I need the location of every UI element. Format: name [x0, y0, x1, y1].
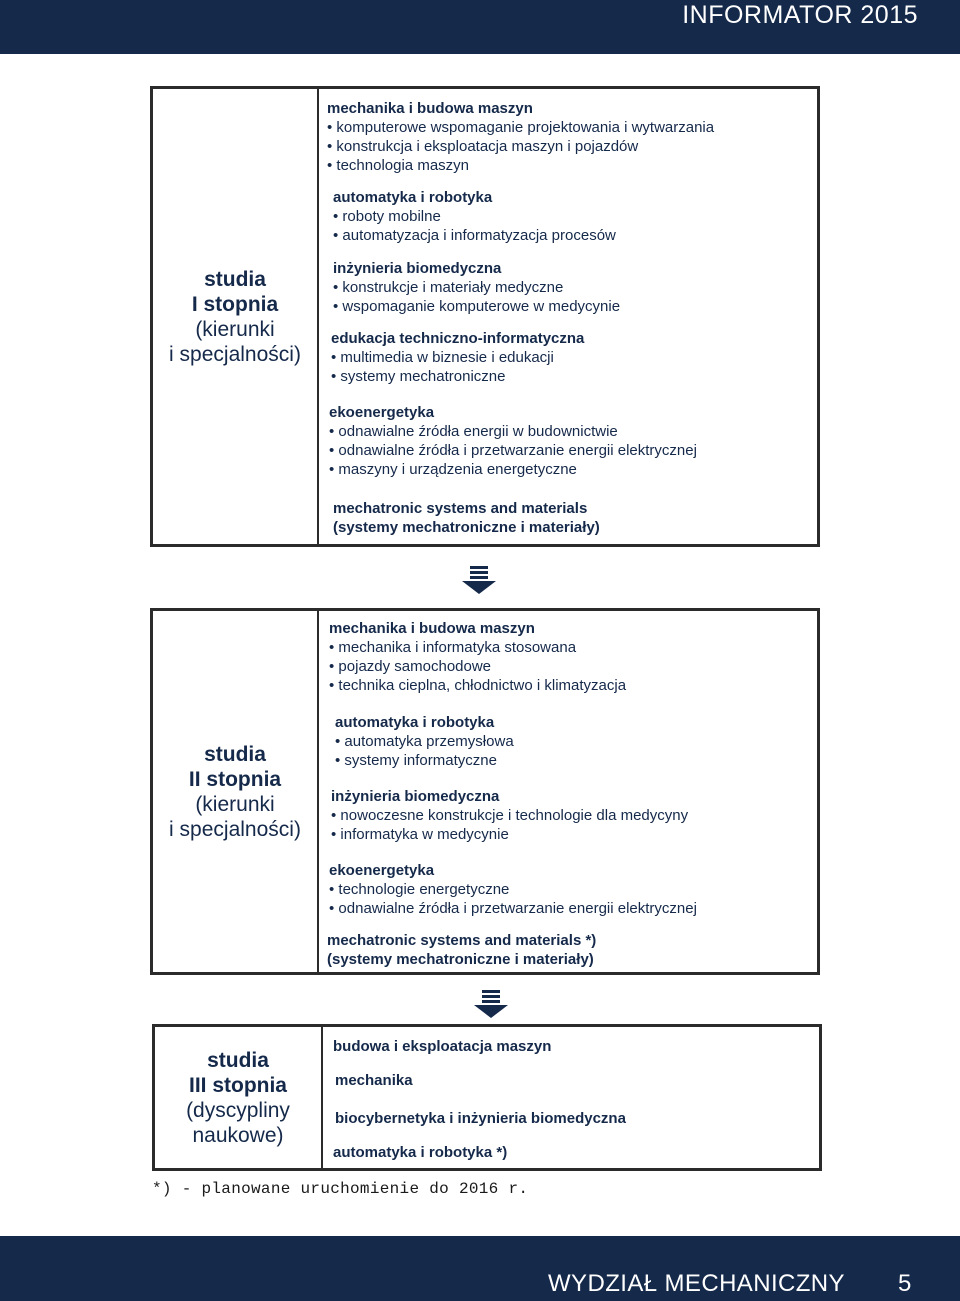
level-label-line: studia [204, 742, 266, 766]
level-1-block [150, 86, 820, 547]
level-label-line: (dyscypliny [186, 1098, 290, 1122]
discipline-title: mechanika [335, 1072, 413, 1089]
discipline-item [333, 1143, 507, 1162]
specialty-item: • automatyka przemysłowa [335, 732, 514, 751]
specialty-item: • odnawialne źródła energii w budownictwie [329, 422, 697, 441]
program-group [327, 931, 596, 969]
specialty-item: • technologia maszyn [327, 156, 714, 175]
program-title: inżynieria biomedyczna [333, 260, 502, 277]
discipline-item [333, 1037, 551, 1056]
level-2-content [319, 611, 817, 972]
level-label-line: II stopnia [188, 767, 282, 791]
specialty-item: • odnawialne źródła i przetwarzanie energii elektrycznej [329, 441, 697, 460]
discipline-item [335, 1071, 413, 1090]
specialty-item: • roboty mobilne [333, 207, 616, 226]
level-label-line: i specjalności) [169, 817, 301, 841]
level-label-line: (kierunki [195, 792, 275, 816]
level-label-line: studia [204, 267, 266, 291]
specialty-item: • mechanika i informatyka stosowana [329, 638, 626, 657]
footer-bar [0, 1236, 960, 1301]
program-group [329, 403, 697, 479]
level-1-content [319, 89, 817, 544]
level-label-line: III stopnia [188, 1073, 287, 1097]
discipline-title: biocybernetyka i inżynieria biomedyczna [335, 1110, 626, 1127]
level-1-label [153, 89, 317, 544]
discipline-title: automatyka i robotyka *) [333, 1144, 508, 1161]
level-label-line: i specjalności) [169, 342, 301, 366]
program-title: edukacja techniczno-informatyczna [331, 330, 585, 347]
arrow-down-icon [462, 566, 496, 594]
arrow-down-icon [474, 990, 508, 1018]
specialty-item: • wspomaganie komputerowe w medycynie [333, 297, 620, 316]
program-group [331, 329, 584, 386]
program-group [333, 259, 620, 316]
specialty-item: • nowoczesne konstrukcje i technologie dla medycyny [331, 806, 688, 825]
specialty-item: • multimedia w biznesie i edukacji [331, 348, 584, 367]
level-2-block [150, 608, 820, 975]
level-3-block [152, 1024, 822, 1171]
page-number: 5 [898, 1270, 912, 1297]
program-group [335, 713, 514, 770]
program-title: inżynieria biomedyczna [331, 788, 500, 805]
discipline-title: budowa i eksploatacja maszyn [333, 1038, 552, 1055]
program-group [331, 787, 688, 844]
header-bar [0, 0, 960, 54]
specialty-item: • systemy mechatroniczne [331, 367, 584, 386]
level-3-label [155, 1027, 321, 1168]
specialty-item: • automatyzacja i informatyzacja procesów [333, 226, 616, 245]
level-label-line: (kierunki [195, 317, 275, 341]
specialty-item: • informatyka w medycynie [331, 825, 688, 844]
level-label-line: naukowe) [192, 1123, 284, 1147]
program-title: automatyka i robotyka [333, 189, 493, 206]
program-group [329, 861, 697, 918]
specialty-item: • pojazdy samochodowe [329, 657, 626, 676]
program-title: automatyka i robotyka [335, 714, 495, 731]
program-title: ekoenergetyka [329, 404, 435, 421]
program-group [333, 499, 600, 537]
level-3-content [323, 1027, 819, 1168]
footnote: *) - planowane uruchomienie do 2016 r. [152, 1180, 529, 1198]
header-title: INFORMATOR 2015 [682, 1, 918, 29]
program-group [333, 188, 616, 245]
program-title: mechatronic systems and materials *) [327, 932, 597, 949]
specialty-item: • systemy informatyczne [335, 751, 514, 770]
program-title-translation: (systemy mechatroniczne i materiały) [327, 951, 594, 968]
specialty-item: • konstrukcja i eksploatacja maszyn i pojazdów [327, 137, 714, 156]
discipline-item [335, 1109, 626, 1128]
specialty-item: • konstrukcje i materiały medyczne [333, 278, 620, 297]
department-name: WYDZIAŁ MECHANICZNY [548, 1270, 845, 1297]
level-label-line: studia [207, 1048, 269, 1072]
level-label-line: I stopnia [191, 292, 279, 316]
program-title-translation: (systemy mechatroniczne i materiały) [333, 519, 600, 536]
program-group [329, 619, 626, 695]
program-title: mechanika i budowa maszyn [329, 620, 535, 637]
level-2-label [153, 611, 317, 972]
specialty-item: • komputerowe wspomaganie projektowania i wytwarzania [327, 118, 714, 137]
specialty-item: • technika cieplna, chłodnictwo i klimatyzacja [329, 676, 626, 695]
program-title: mechanika i budowa maszyn [327, 100, 533, 117]
program-title: mechatronic systems and materials [333, 500, 588, 517]
program-title: ekoenergetyka [329, 862, 435, 879]
specialty-item: • technologie energetyczne [329, 880, 697, 899]
specialty-item: • maszyny i urządzenia energetyczne [329, 460, 697, 479]
program-group [327, 99, 714, 175]
specialty-item: • odnawialne źródła i przetwarzanie energii elektrycznej [329, 899, 697, 918]
